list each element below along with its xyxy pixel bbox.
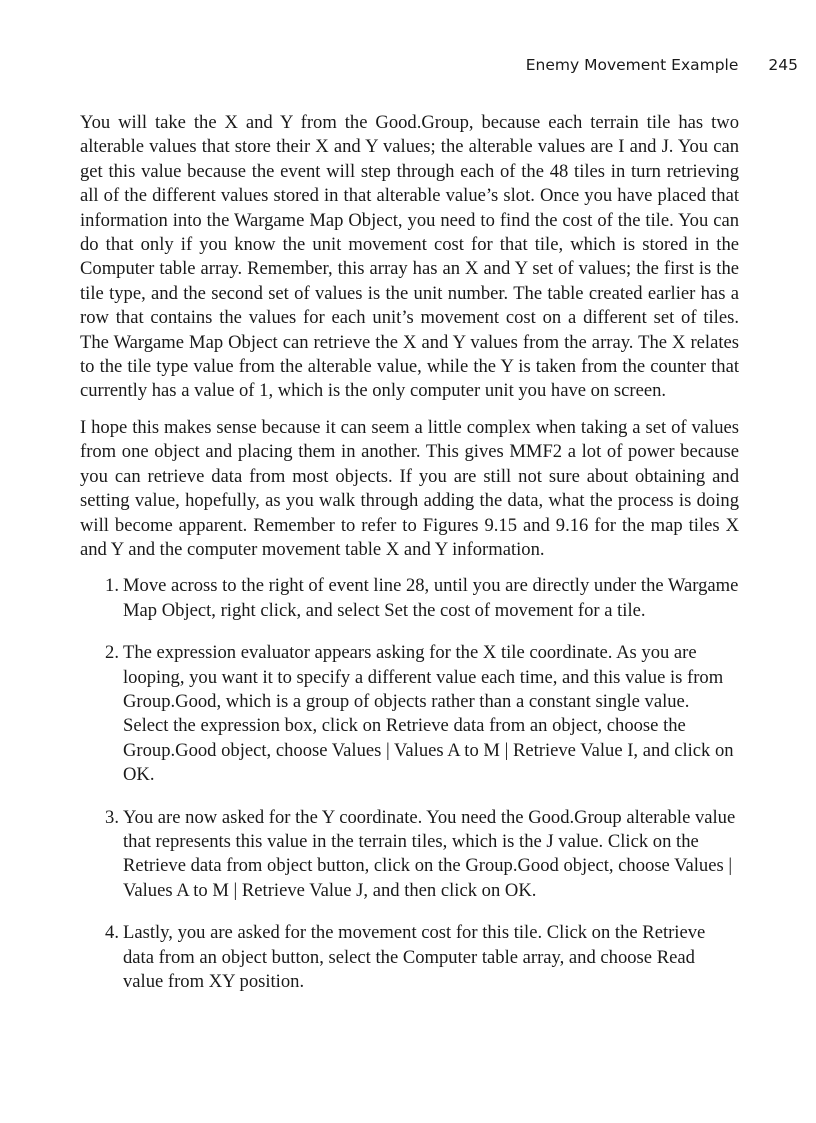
- running-header: [526, 56, 798, 74]
- step-text: The expression evaluator appears asking for the X tile coordinate. As you are looping, you want it to specify a different value each time, and this value is from Group.Good, which is a group of objects rather than a constant single value. Select the expression box, click on Retrieve data from an object, choose the Group.Good object, choose Values | Values A to M | Retrieve Value I, and click on OK.: [123, 642, 734, 786]
- step-text: You are now asked for the Y coordinate. You need the Good.Group alterable value that represents this value in the terrain tiles, which is the J value. Click on the Retrieve data from object button, click on the Group.Good object, choose Values | Values A to M | Retrieve Value J, and then click on OK.: [123, 806, 736, 901]
- list-item: [80, 806, 739, 904]
- page-number: 245: [768, 56, 798, 74]
- step-number: 3.: [105, 806, 119, 828]
- list-item: [80, 921, 739, 994]
- step-number: 2.: [105, 642, 119, 664]
- step-text: Lastly, you are asked for the movement cost for this tile. Click on the Retrieve data from an object button, select the Computer table array, and choose Read value from XY position.: [123, 922, 706, 992]
- page-body: [80, 111, 739, 1012]
- section-title: Enemy Movement Example: [525, 56, 739, 74]
- step-number: 4.: [105, 922, 119, 944]
- list-item: [80, 641, 739, 787]
- body-paragraph: I hope this makes sense because it can seem a little complex when taking a set of values from one object and placing them in another. This gives MMF2 a lot of power because you can retrieve data from most objects. If you are still not sure about obtaining and setting value, hopefully, as you walk through adding the data, what the process is doing will become apparent. Remember to refer to Figures 9.15 and 9.16 for the map tiles X and Y and the computer movement table X and Y information.: [80, 416, 739, 560]
- step-number: 1.: [105, 575, 119, 597]
- body-paragraph: You will take the X and Y from the Good.Group, because each terrain tile has two alterable values that store their X and Y values; the alterable values are I and J. You can get this value because the event will step through each of the 48 tiles in turn retrieving all of the different values stored in that alterable value’s slot. Once you have placed that information into the Wargame Map Object, you need to find the cost of the tile. You can do that only if you know the unit movement cost for that tile, which is stored in the Computer table array. Remember, this array has an X and Y set of values; the first is the tile type, and the second set of values is the unit number. The table created earlier has a row that contains the values for each unit’s movement cost on a different set of tiles. The Wargame Map Object can retrieve the X and Y values from the array. The X relates to the tile type value from the alterable value, while the Y is taken from the counter that currently has a value of 1, which is the only computer unit you have on screen.: [80, 112, 739, 402]
- numbered-steps-list: [80, 574, 739, 994]
- list-item: [80, 574, 739, 623]
- step-text: Move across to the right of event line 28, until you are directly under the Wargame Map Object, right click, and select Set the cost of movement for a tile.: [123, 575, 739, 621]
